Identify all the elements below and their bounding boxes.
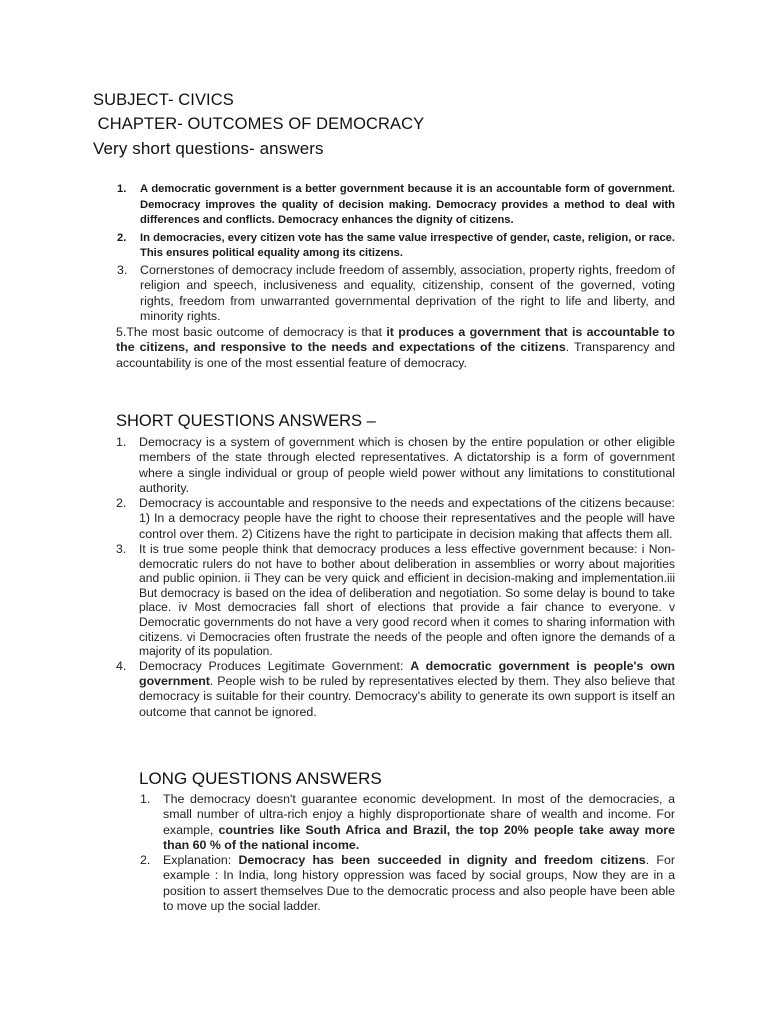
short-answers-list (116, 435, 675, 720)
paragraph-5 (116, 325, 675, 371)
item-text: Democracy is a system of government which is chosen by the entire population or other eligible members of the state through elected representatives. A dictatorship is a form of government where a single individual or group of people wield power without any limitations to constitutional authority. (139, 435, 675, 495)
list-item (116, 435, 675, 496)
list-item (117, 263, 675, 324)
item-bold-text: countries like South Africa and Brazil, the top 20% people take away more than 60 % of the national income. (163, 822, 675, 852)
item-number: 1. (140, 792, 151, 806)
item-text: In democracies, every citizen vote has the same value irrespective of gender, caste, religion, or race. This ensures political equality among its citizens. (140, 231, 675, 260)
item-text: It is true some people think that democracy produces a less effective government because: i Non-democratic rulers do not have to bother about deliberation in assemblies or worry about majorities and public opinion. ii They can be very quick and efficient in decision-making and implementation.iii But democracy is based on the idea of deliberation and negotiation. So some delay is bound to take place. iv Most democracies fall short of elections that provide a fair chance to everyone. v Democratic governments do not have a very good record when it comes to sharing information with citizens. vi Democracies often frustrate the needs of the people and often ignore the demands of a majority of its population. (139, 542, 675, 659)
item-text: A democratic government is a better government because it is an accountable form of government. Democracy improves the quality of decision making. Democracy provides a method to deal with differences and conflicts. Democracy enhances the dignity of citizens. (140, 183, 675, 227)
item-number: 1. (117, 183, 127, 195)
item-number: 2. (116, 496, 127, 511)
item-text: Democracy Produces Legitimate Government: (139, 658, 411, 673)
long-answers-list (140, 792, 675, 914)
item-text: Explanation: (163, 853, 239, 868)
item-number: 2. (140, 853, 151, 868)
item-number: 4. (116, 658, 127, 673)
item-number: 2. (117, 231, 127, 244)
item-number: 1. (116, 435, 127, 449)
list-item (117, 182, 675, 229)
very-short-list (117, 182, 675, 324)
item-number: 3. (116, 542, 127, 557)
item-bold-text: A democratic government is people's own government (139, 658, 675, 689)
para5-text: 5.The most basic outcome of democracy is that (116, 325, 387, 339)
list-item (116, 659, 675, 720)
list-item (116, 496, 675, 542)
item-bold-text: Democracy has been succeeded in dignity and freedom citizens (238, 853, 646, 868)
item-text: Cornerstones of democracy include freedom of assembly, association, property rights, freedom of religion and speech, inclusiveness and equality, citizenship, consent of the governed, voting rights, freedom from unwarranted governmental deprivation of the right to life and liberty, and minority rights. (140, 262, 675, 323)
item-number: 3. (117, 262, 128, 277)
chapter-heading: CHAPTER- OUTCOMES OF DEMOCRACY (93, 115, 425, 133)
item-text-end: . For example : In India, long history oppression was faced by social groups, Now they are in a position to assert themselves Due to the democratic process and also people have been able to move up the social ladder. (163, 853, 675, 914)
item-text: Democracy is accountable and responsive to the needs and expectations of the citizens because: 1) In a democracy people have the right to choose their representatives and the people will have control over them. 2) Citizens have the right to participate in decision making that affects them all. (139, 496, 675, 541)
item-text: The democracy doesn't guarantee economic development. In most of the democracies, a small number of ultra-rich enjoy a highly disproportionate share of wealth and income. For example, (163, 792, 675, 837)
long-answers-title: LONG QUESTIONS ANSWERS (139, 769, 382, 788)
item-text-end: . People wish to be ruled by representatives elected by them. They also believe that democracy is suitable for their country. Democracy's ability to generate its own support is itself an outcome that cannot be ignored. (139, 674, 675, 719)
list-item (140, 792, 675, 853)
para5-text-end: . Transparency and accountability is one of the most essential feature of democracy. (116, 340, 675, 370)
list-item (117, 231, 675, 262)
para5-bold: it produces a government that is accountable to the citizens, and responsive to the needs and expectations of the citizens (116, 325, 676, 355)
short-answers-title: SHORT QUESTIONS ANSWERS – (116, 412, 376, 430)
list-item (140, 853, 675, 914)
section-subtitle: Very short questions- answers (93, 139, 324, 158)
subject-heading: SUBJECT- CIVICS (93, 91, 234, 109)
list-item (116, 542, 675, 659)
